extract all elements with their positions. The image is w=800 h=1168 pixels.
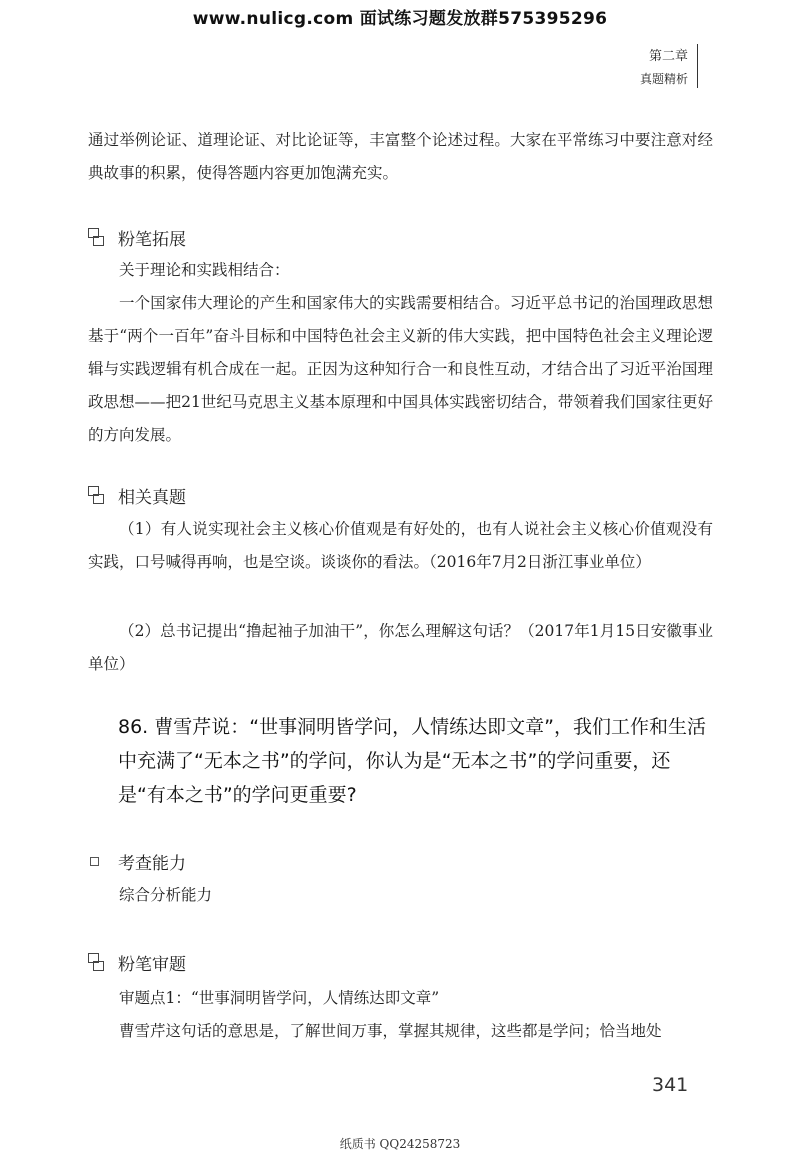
section-icon — [88, 852, 104, 870]
extension-heading-text: 粉笔拓展 — [118, 229, 186, 250]
review-point: 审题点1：“世事洞明皆学问，人情练达即文章” — [119, 989, 440, 1007]
question-86: 86. 曹雪芹说：“世事洞明皆学问，人情练达即文章”，我们工作和生活中充满了“无本之书”的学问，你认为是“无本之书”的学问重要，还是“有本之书”的学问更重要? — [118, 716, 706, 806]
chapter-subtitle: 真题精析 — [639, 72, 688, 86]
section-icon — [88, 228, 104, 246]
related-heading-text: 相关真题 — [118, 487, 186, 508]
extension-body: 一个国家伟大理论的产生和国家伟大的实践需要相结合。习近平总书记的治国理政思想基于“两个一百年”奋斗目标和中国特色社会主义新的伟大实践，把中国特色社会主义理论逻辑与实践逻辑有机合成在一起。正因为这种知行合一和良性互动，才结合出了习近平治国理政思想——把21世纪马克思主义基本原理和中国具体实践密切结合，带领着我们国家往更好的方向发展。 — [88, 294, 713, 444]
related-item-2: （2）总书记提出“撸起袖子加油干”，你怎么理解这句话？（2017年1月15日安徽事业单位） — [88, 622, 713, 673]
extension-heading — [88, 224, 186, 250]
section-icon — [88, 953, 104, 971]
review-heading-text: 粉笔审题 — [118, 954, 186, 975]
footer-text: 纸质书 QQ24258723 — [339, 1137, 461, 1151]
ability-body: 综合分析能力 — [119, 886, 213, 904]
intro-paragraph: 通过举例论证、道理论证、对比论证等，丰富整个论述过程。大家在平常练习中要注意对经典故事的积累，使得答题内容更加饱满充实。 — [88, 131, 713, 182]
related-item-1: （1）有人说实现社会主义核心价值观是有好处的，也有人说社会主义核心价值观没有实践，口号喊得再响，也是空谈。谈谈你的看法。（2016年7月2日浙江事业单位） — [88, 520, 713, 571]
review-heading — [88, 949, 186, 975]
header-divider — [697, 44, 698, 88]
review-body: 曹雪芹这句话的意思是，了解世间万事，掌握其规律，这些都是学问；恰当地处 — [119, 1022, 662, 1040]
chapter-label — [640, 46, 688, 90]
section-icon — [88, 486, 104, 504]
ability-heading — [88, 848, 186, 874]
chapter-title: 第二章 — [648, 49, 688, 64]
page-number: 341 — [652, 1074, 689, 1096]
extension-lead: 关于理论和实践相结合： — [119, 261, 290, 279]
watermark-header: www.nulicg.com 面试练习题发放群575395296 — [192, 9, 608, 29]
ability-heading-text: 考查能力 — [118, 853, 186, 874]
related-heading — [88, 482, 186, 508]
